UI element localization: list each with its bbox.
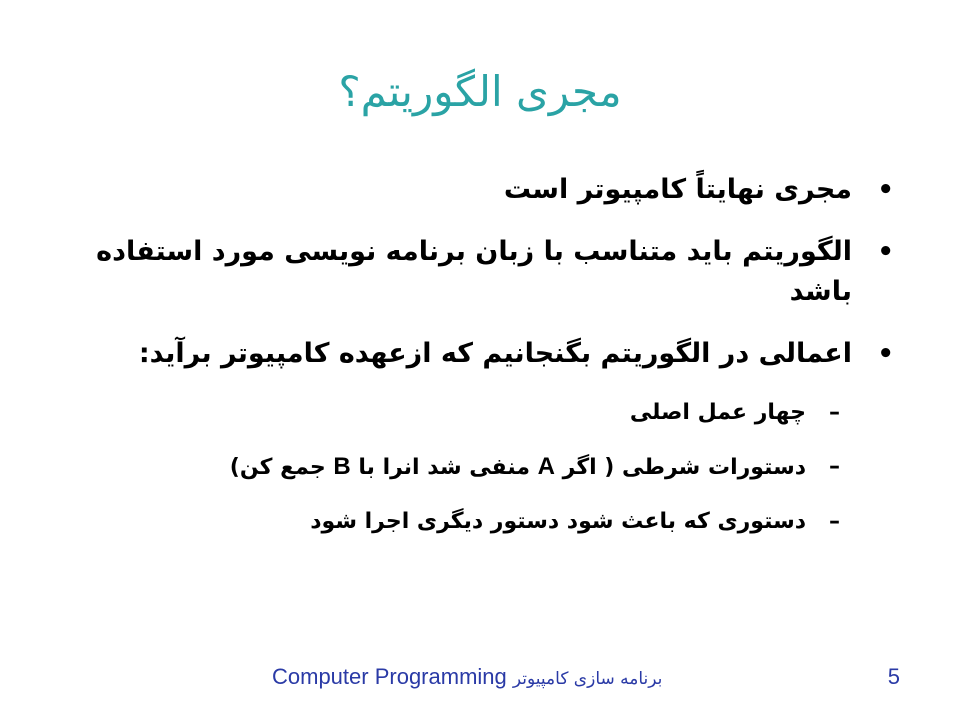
sub-item-prefix: دستورات شرطی ( اگر <box>554 455 806 480</box>
sub-item-suffix: جمع کن) <box>229 455 334 480</box>
bullet-marker: • <box>877 237 894 267</box>
page-number: 5 <box>887 664 900 689</box>
sub-item-text: دستوری که باعث شود دستور دیگری اجرا شود <box>310 509 806 534</box>
variable-a: A <box>537 453 555 480</box>
slide-title: مجری الگوریتم؟ <box>338 67 622 116</box>
sub-item <box>60 450 900 485</box>
bullet-marker: • <box>877 339 894 369</box>
footer <box>272 664 662 690</box>
sub-marker: – <box>829 454 840 479</box>
footer-persian: برنامه سازی کامپیوتر <box>512 669 663 689</box>
bullet-text: الگوریتم باید متناسب با زبان برنامه نویسی مورد استفاده باشد <box>96 236 852 307</box>
bullet-marker: • <box>877 175 894 205</box>
variable-b: B <box>333 453 351 480</box>
bullet-text: اعمالی در الگوریتم بگنجانیم که ازعهده کامپیوتر برآید: <box>138 338 852 369</box>
sub-item <box>60 505 900 539</box>
sub-item-text: چهار عمل اصلی <box>629 400 806 425</box>
bullet-item <box>60 170 900 210</box>
sub-item-middle: منفی شد انرا با <box>350 455 538 480</box>
bullet-item <box>60 334 900 374</box>
slide-content <box>60 170 900 559</box>
sub-item-text <box>230 455 806 480</box>
sub-marker: – <box>829 509 840 534</box>
sub-marker: – <box>829 400 840 425</box>
sub-item <box>60 396 900 430</box>
bullet-text: مجری نهایتاً کامپیوتر است <box>503 174 852 205</box>
bullet-item <box>60 232 900 312</box>
footer-english: Computer Programming <box>272 664 507 689</box>
